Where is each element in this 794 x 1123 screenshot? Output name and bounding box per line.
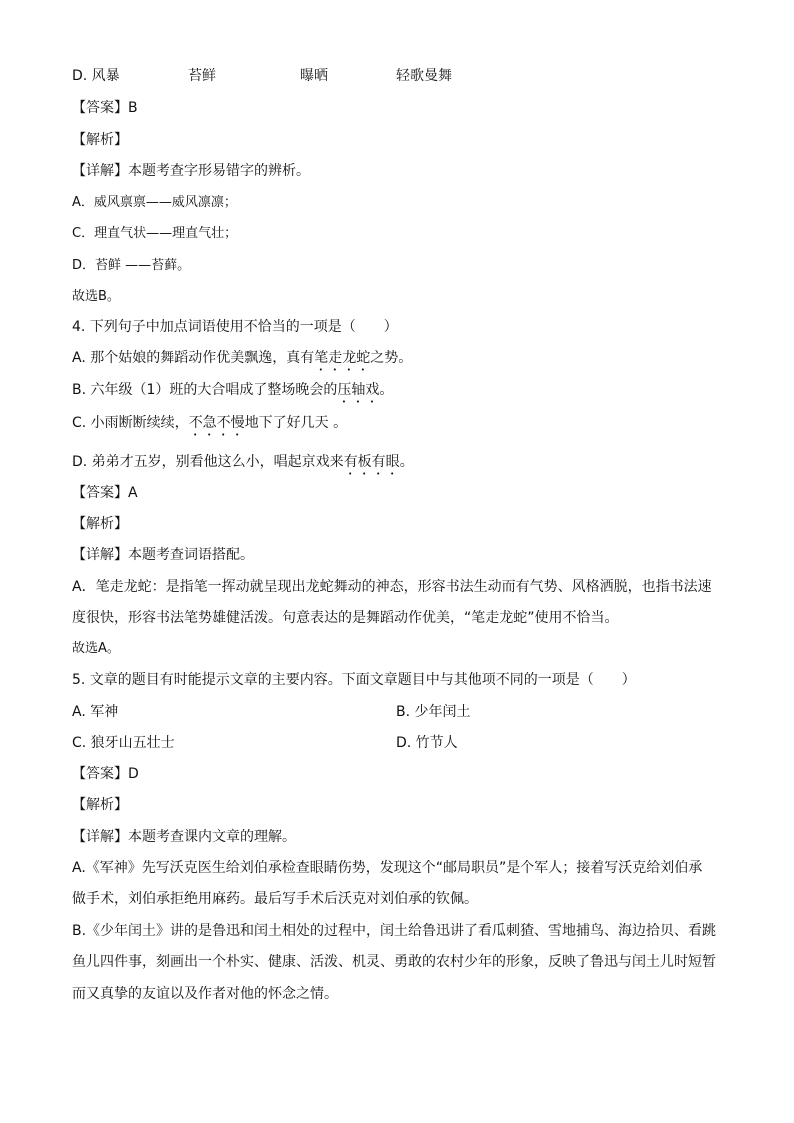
q5-expl-b-line2: 鱼儿四件事，刻画出一个朴实、健康、活泼、机灵、勇敢的农村少年的形象，反映了鲁迅与闰土儿时短暂 — [72, 954, 716, 970]
q4-expl-line1: A．笔走龙蛇：是指笔一挥动就呈现出龙蛇舞动的神态，形容书法生动而有气势、风格洒脱，也指书法速 — [72, 579, 712, 595]
q5-expl-a-line2: 做手术，刘伯承拒绝用麻药。最后写手术后沃克对刘伯承的钦佩。 — [72, 891, 478, 907]
q5-analysis-heading: 【解析】 — [72, 797, 128, 813]
q4-option-d-post: 。 — [399, 454, 414, 470]
q4-option-a — [72, 348, 722, 374]
q4-option-b-pre: B. 六年级（1）班的大合唱成了整场晚会的 — [72, 382, 338, 398]
q4-option-d-pre: D. 弟弟才五岁，别看他这么小，唱起京戏来 — [72, 454, 344, 470]
q4-option-d-dotted-word: 有板有眼 — [343, 454, 400, 470]
q4-option-c-post: 地下了好几天 。 — [244, 415, 348, 431]
q5-expl-b-line1: B.《少年闰土》讲的是鲁迅和闰土相处的过程中，闰土给鲁迅讲了看瓜刺猹、雪地捕鸟、海边拾贝、看跳 — [72, 923, 717, 939]
q4-analysis-heading: 【解析】 — [72, 516, 128, 532]
q3-detail: 【详解】本题考查字形易错字的辨析。 — [72, 163, 310, 179]
q4-stem: 4. 下列句子中加点词语使用不恰当的一项是（ ） — [72, 319, 398, 335]
q3-analysis-heading: 【解析】 — [72, 132, 128, 148]
q3-expl-a: A．威风禀禀——威风凛凛； — [72, 195, 237, 210]
q3-option-d-label: D. 风暴 — [72, 68, 120, 84]
q3-option-d-word2: 苔鲜 — [188, 68, 216, 84]
q3-expl-c: C．理直气状——理直气壮； — [72, 226, 238, 241]
q3-conclusion: 故选B。 — [72, 289, 120, 304]
q4-option-c — [72, 413, 722, 439]
q4-option-c-pre: C. 小雨断断续续， — [72, 415, 189, 431]
q5-expl-b-line3: 而又真挚的友谊以及作者对他的怀念之情。 — [72, 986, 338, 1002]
q4-option-b-post: 。 — [379, 382, 394, 398]
q3-option-d-word3: 曝晒 — [300, 68, 328, 84]
q3-option-d-word4: 轻歌曼舞 — [396, 68, 452, 84]
q5-stem: 5. 文章的题目有时能提示文章的主要内容。下面文章题目中与其他项不同的一项是（ ） — [72, 672, 636, 688]
q3-answer: 【答案】B — [72, 100, 138, 116]
q5-option-a: A. 军神 — [72, 704, 119, 720]
q4-option-b-dotted-word: 压轴戏 — [337, 382, 380, 398]
q5-option-d: D. 竹节人 — [396, 735, 458, 751]
q4-answer: 【答案】A — [72, 485, 138, 501]
q4-option-b — [72, 380, 722, 406]
q3-expl-d: D．苔鲜 ——苔藓。 — [72, 258, 191, 273]
q5-option-c: C. 狼牙山五壮士 — [72, 735, 175, 751]
q4-expl-line2: 度很快，形容书法笔势雄健活泼。句意表达的是舞蹈动作优美，“笔走龙蛇”使用不恰当。 — [72, 610, 619, 626]
q4-option-c-dotted-word: 不急不慢 — [188, 415, 245, 431]
q4-option-a-post: 之势。 — [370, 350, 413, 366]
q5-answer: 【答案】D — [72, 766, 139, 782]
q5-expl-a-line1: A.《军神》先写沃克医生给刘伯承检查眼睛伤势，发现这个“邮局职员”是个军人；接着写沃克给刘伯承 — [72, 860, 703, 876]
q4-option-d — [72, 452, 722, 478]
q5-option-b: B. 少年闰土 — [396, 704, 471, 720]
q4-option-a-dotted-word: 笔走龙蛇 — [314, 350, 371, 366]
q4-conclusion: 故选A。 — [72, 641, 120, 656]
q5-detail: 【详解】本题考查课内文章的理解。 — [72, 829, 296, 845]
q4-detail: 【详解】本题考查词语搭配。 — [72, 547, 254, 563]
q4-option-a-pre: A. 那个姑娘的舞蹈动作优美飘逸，真有 — [72, 350, 315, 366]
